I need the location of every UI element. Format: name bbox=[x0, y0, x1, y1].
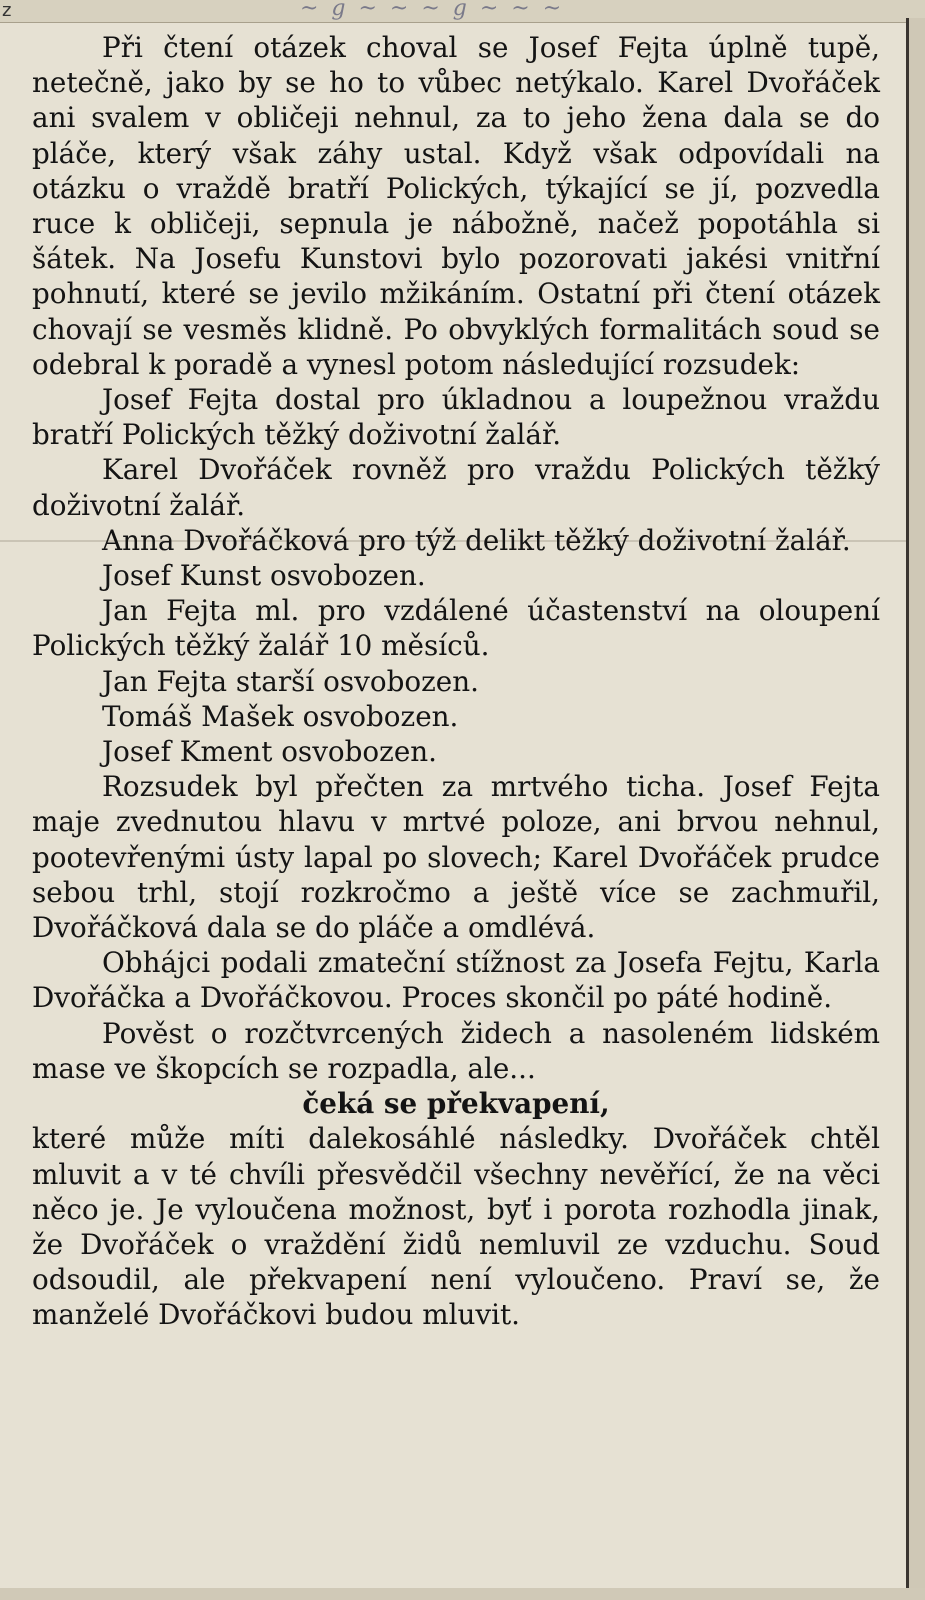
subheading: čeká se překvapení, bbox=[302, 1087, 610, 1121]
paragraph-rumor: Pověst o rozčtvrcených židech a nasoleném lidském mase ve škopcích se rozpadla, ale... bbox=[32, 1016, 880, 1085]
pencil-note: ~ g ~ ~ ~ g ~ ~ ~ bbox=[300, 0, 565, 21]
torn-top-strip bbox=[0, 0, 925, 23]
verdict-dvorackova: Anna Dvořáčková pro týž delikt těžký doživotní žalář. bbox=[102, 523, 851, 557]
paragraph-appeal: Obhájci podali zmateční stížnost za Josefa Fejtu, Karla Dvořáčka a Dvořáčkovou. Proces skončil po páté hodině. bbox=[32, 946, 880, 1015]
verdict-fejta-junior: Jan Fejta ml. pro vzdálené účastenství na oloupení Polických těžký žalář 10 měsíců. bbox=[32, 594, 880, 663]
paragraph-reading: Rozsudek byl přečten za mrtvého ticha. Josef Fejta maje zvednutou hlavu v mrtvé poloze, ani brvou nehnul, pootevřenými ústy lapal po slovech; Karel Dvořáček prudce sebou trhl, stojí rozkročmo a ještě více se zachmuřil, Dvořáčková dala se do pláče a omdlévá. bbox=[32, 770, 880, 945]
verdict-kment: Josef Kment osvobozen. bbox=[102, 735, 438, 769]
paragraph-closing: které může míti dalekosáhlé následky. Dvořáček chtěl mluvit a v té chvíli přesvědčil všechny nevěřící, že na věci něco je. Je vyloučena možnost, byť i porota rozhodla jinak, že Dvořáček o vraždění židů nemluvil ze vzduchu. Soud odsoudil, ale překvapení není vyloučeno. Praví se, že manželé Dvořáčkovi budou mluvit. bbox=[32, 1122, 880, 1332]
verdict-dvoracek: Karel Dvořáček rovněž pro vraždu Polických těžký doživotní žalář. bbox=[32, 453, 880, 522]
verdict-masek: Tomáš Mašek osvobozen. bbox=[102, 699, 459, 733]
verdict-kunst: Josef Kunst osvobozen. bbox=[102, 559, 426, 593]
verdict-fejta-senior: Jan Fejta starší osvobozen. bbox=[102, 664, 479, 698]
right-margin bbox=[909, 18, 925, 1600]
verdict-fejta: Josef Fejta dostal pro úkladnou a loupežnou vraždu bratří Polických těžký doživotní žalář. bbox=[32, 383, 880, 452]
corner-mark: z bbox=[2, 0, 12, 21]
paragraph-demeanor: Při čtení otázek choval se Josef Fejta úplně tupě, netečně, jako by se ho to vůbec netýkalo. Karel Dvořáček ani svalem v obličeji nehnul, za to jeho žena dala se do pláče, který však záhy ustal. Když však odpovídali na otázku o vraždě bratří Polických, týkající se jí, pozvedla ruce k obličeji, sepnula je nábožně, načež popotáhla si šátek. Na Josefu Kunstovi bylo pozorovati jakési vnitřní pohnutí, které se jevilo mžikáním. Ostatní při čtení otázek chovají se vesměs klidně. Po obvyklých formalitách soud se odebral k poradě a vynesl potom následující rozsudek: bbox=[32, 31, 880, 381]
bottom-edge bbox=[0, 1588, 925, 1600]
article-body bbox=[32, 30, 880, 1333]
